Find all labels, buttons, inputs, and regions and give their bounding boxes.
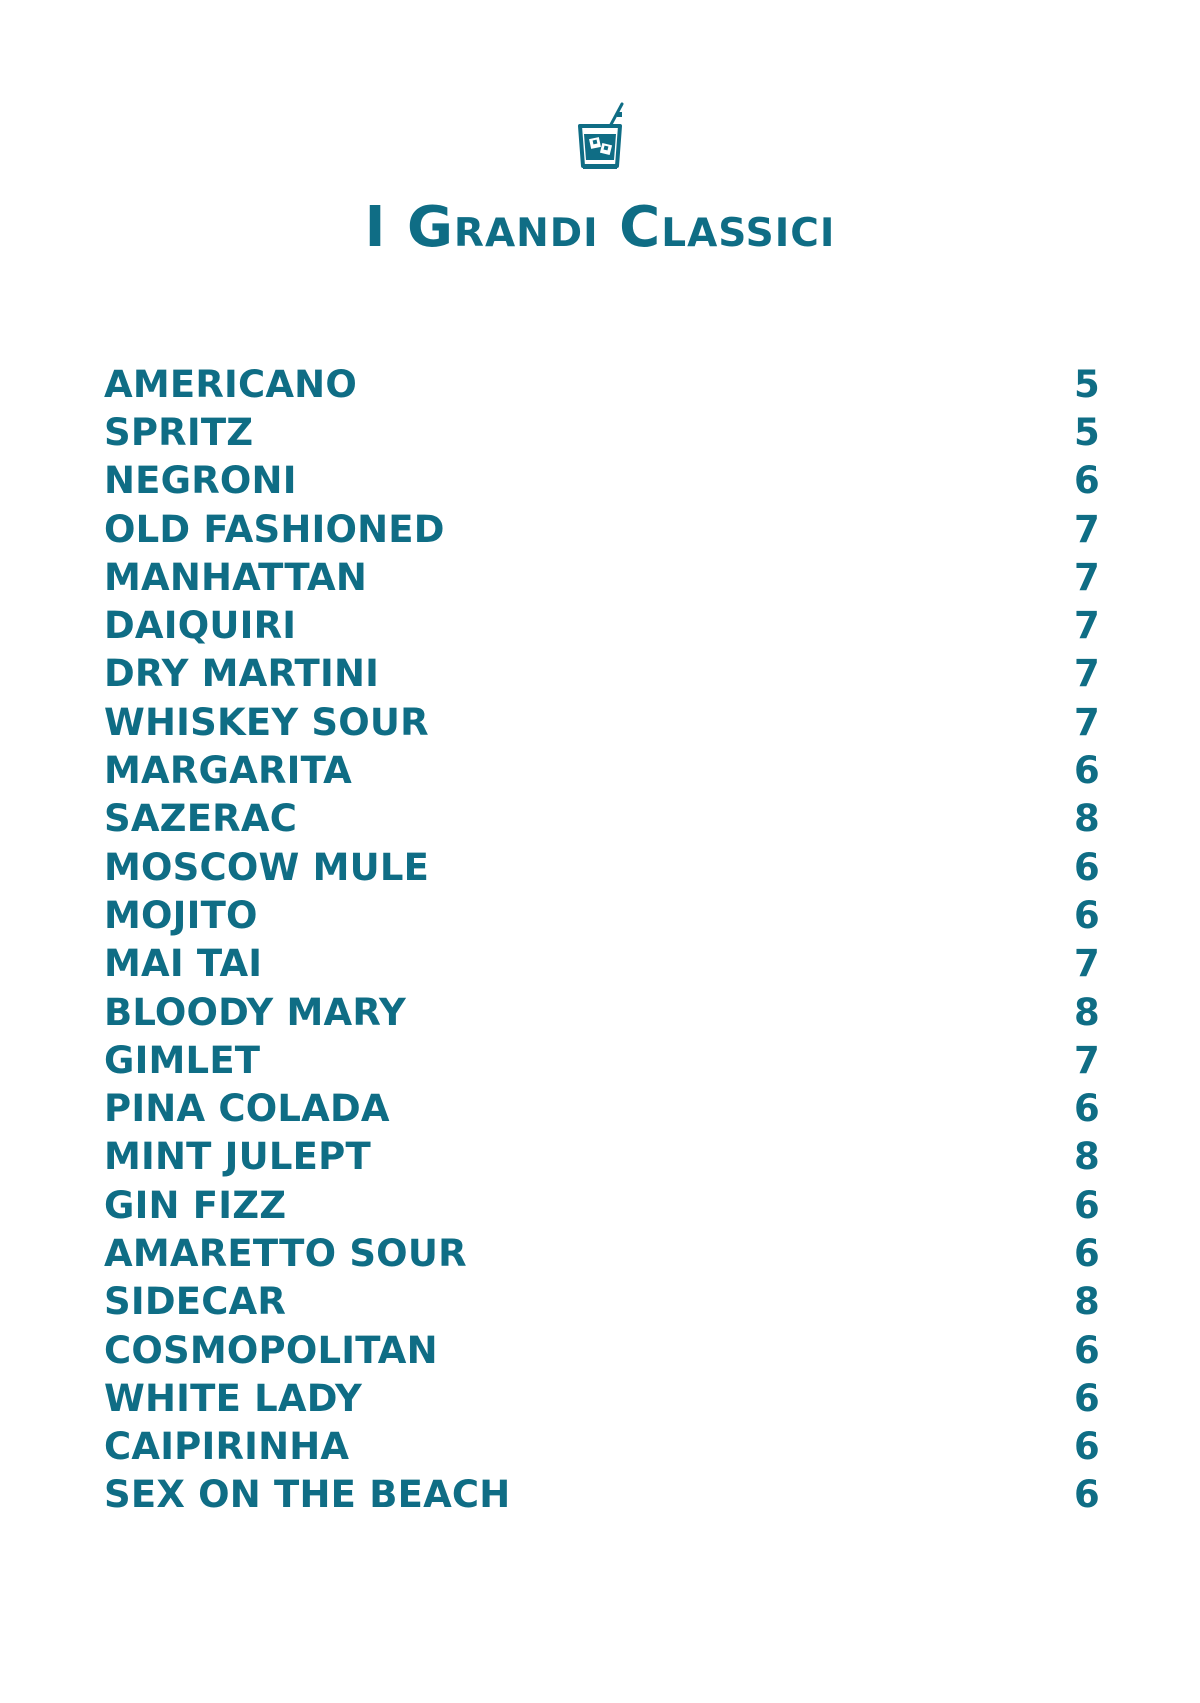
item-name: SAZERAC bbox=[104, 797, 298, 841]
item-price: 7 bbox=[1074, 652, 1100, 696]
item-price: 6 bbox=[1074, 1376, 1100, 1420]
list-item bbox=[104, 843, 1100, 891]
item-price: 7 bbox=[1074, 555, 1100, 599]
item-name: PINA COLADA bbox=[104, 1087, 390, 1131]
list-item bbox=[104, 505, 1100, 553]
item-price: 6 bbox=[1074, 1473, 1100, 1517]
page-header bbox=[0, 100, 1200, 260]
list-item bbox=[104, 1036, 1100, 1084]
item-name: MAI TAI bbox=[104, 942, 263, 986]
list-item bbox=[104, 1084, 1100, 1132]
item-name: GIN FIZZ bbox=[104, 1183, 287, 1227]
item-name: COSMOPOLITAN bbox=[104, 1328, 438, 1372]
item-name: MINT JULEPT bbox=[104, 1135, 371, 1179]
item-name: WHISKEY SOUR bbox=[104, 700, 429, 744]
list-item bbox=[104, 988, 1100, 1036]
list-item bbox=[104, 891, 1100, 939]
item-price: 7 bbox=[1074, 942, 1100, 986]
list-item bbox=[104, 1133, 1100, 1181]
list-item bbox=[104, 795, 1100, 843]
list-item bbox=[104, 1229, 1100, 1277]
item-price: 5 bbox=[1074, 410, 1100, 454]
item-name: MOJITO bbox=[104, 893, 258, 937]
item-price: 6 bbox=[1074, 893, 1100, 937]
list-item bbox=[104, 940, 1100, 988]
item-price: 7 bbox=[1074, 1038, 1100, 1082]
item-price: 5 bbox=[1074, 362, 1100, 406]
item-name: BLOODY MARY bbox=[104, 990, 406, 1034]
list-item bbox=[104, 1278, 1100, 1326]
item-price: 8 bbox=[1074, 1135, 1100, 1179]
item-name: WHITE LADY bbox=[104, 1376, 362, 1420]
list-item bbox=[104, 1374, 1100, 1422]
list-item bbox=[104, 553, 1100, 601]
item-name: AMERICANO bbox=[104, 362, 357, 406]
item-price: 6 bbox=[1074, 1183, 1100, 1227]
cocktail-list bbox=[104, 360, 1100, 1519]
list-item bbox=[104, 1423, 1100, 1471]
item-name: MOSCOW MULE bbox=[104, 845, 430, 889]
item-price: 8 bbox=[1074, 990, 1100, 1034]
item-price: 6 bbox=[1074, 1231, 1100, 1275]
list-item bbox=[104, 1471, 1100, 1519]
item-name: SIDECAR bbox=[104, 1280, 287, 1324]
list-item bbox=[104, 457, 1100, 505]
list-item bbox=[104, 650, 1100, 698]
item-price: 7 bbox=[1074, 604, 1100, 648]
item-name: SPRITZ bbox=[104, 410, 254, 454]
item-price: 6 bbox=[1074, 459, 1100, 503]
list-item bbox=[104, 1326, 1100, 1374]
item-name: AMARETTO SOUR bbox=[104, 1231, 467, 1275]
list-item bbox=[104, 360, 1100, 408]
item-price: 6 bbox=[1074, 1328, 1100, 1372]
item-price: 6 bbox=[1074, 1087, 1100, 1131]
list-item bbox=[104, 601, 1100, 649]
item-price: 8 bbox=[1074, 797, 1100, 841]
item-name: DAIQUIRI bbox=[104, 604, 297, 648]
list-item bbox=[104, 698, 1100, 746]
item-price: 6 bbox=[1074, 845, 1100, 889]
item-name: MARGARITA bbox=[104, 749, 353, 793]
item-price: 7 bbox=[1074, 507, 1100, 551]
item-name: CAIPIRINHA bbox=[104, 1425, 350, 1469]
item-price: 7 bbox=[1074, 700, 1100, 744]
item-price: 6 bbox=[1074, 749, 1100, 793]
item-price: 6 bbox=[1074, 1425, 1100, 1469]
list-item bbox=[104, 746, 1100, 794]
list-item bbox=[104, 408, 1100, 456]
item-price: 8 bbox=[1074, 1280, 1100, 1324]
item-name: SEX ON THE BEACH bbox=[104, 1473, 511, 1517]
page-title: I Grandi Classici bbox=[364, 195, 836, 260]
item-name: DRY MARTINI bbox=[104, 652, 380, 696]
item-name: MANHATTAN bbox=[104, 555, 368, 599]
list-item bbox=[104, 1181, 1100, 1229]
item-name: NEGRONI bbox=[104, 459, 297, 503]
item-name: OLD FASHIONED bbox=[104, 507, 445, 551]
cocktail-glass-icon bbox=[570, 100, 630, 174]
item-name: GIMLET bbox=[104, 1038, 261, 1082]
